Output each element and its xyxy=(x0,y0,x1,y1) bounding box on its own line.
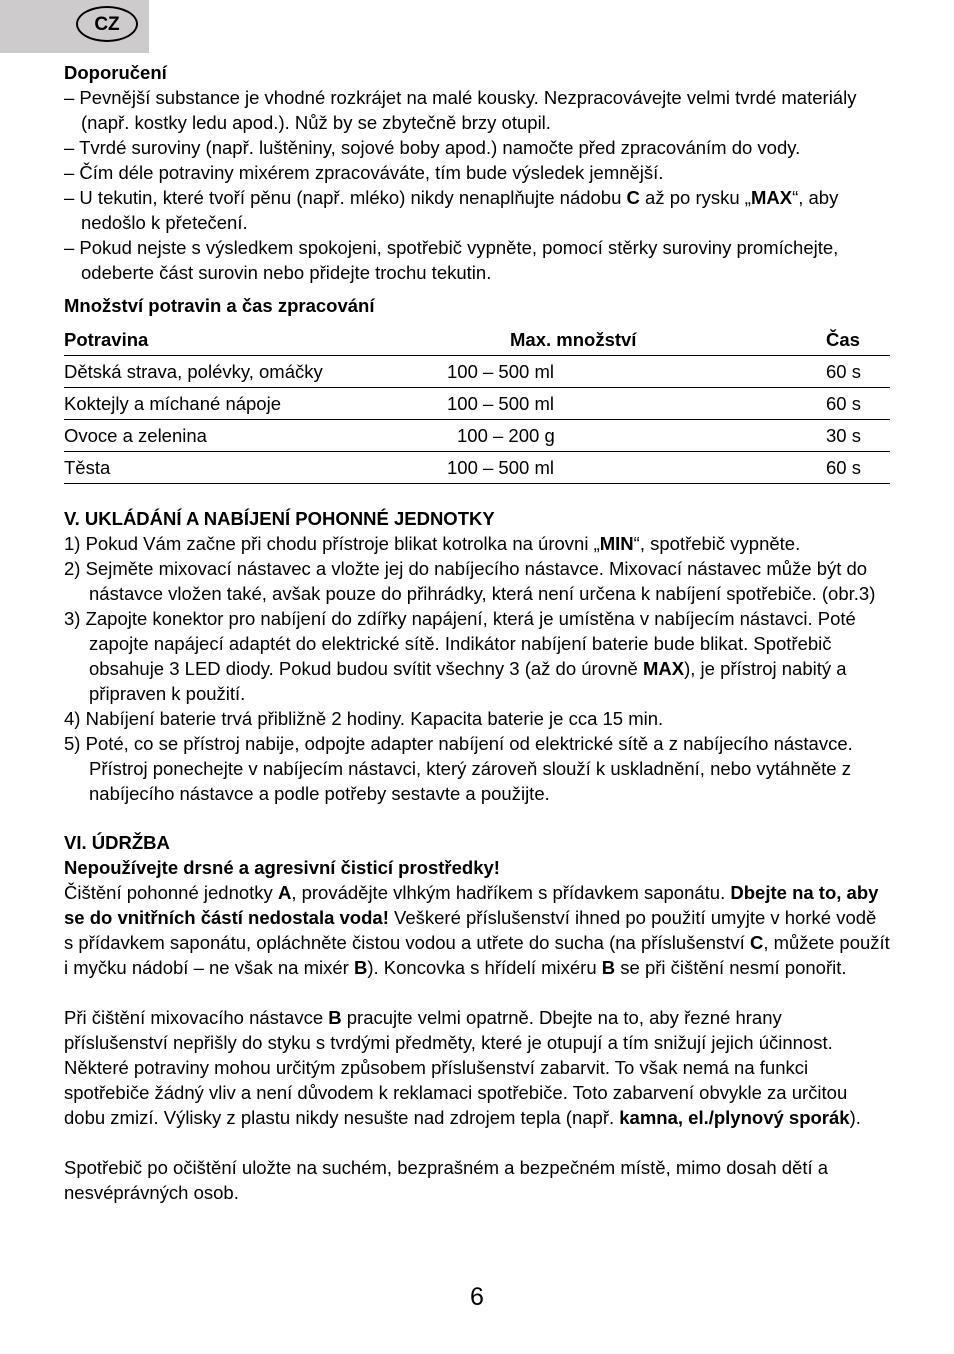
page-content xyxy=(64,60,890,1205)
food-table xyxy=(64,324,890,484)
bold-text: B xyxy=(353,957,368,978)
bold-text: B xyxy=(601,957,616,978)
charging-step: 3) Zapojte konektor pro nabíjení do zdířky napájení, která je umístěna v nabíjecím nástavci. Poté zapojte napájecí adaptét do elektrické sítě. Indikátor nabíjení baterie bude blikat. Spotřebič obsahuje 3 LED diody. Pokud budou svítit všechny 3 (až do úrovně MAX), je přístroj nabitý a připraven k použití. xyxy=(64,608,856,704)
cell-amount: 100 – 500 ml xyxy=(436,356,826,388)
recommendation-item: – Pevnější substance je vhodné rozkrájet na malé kousky. Nezpracovávejte velmi tvrdé materiály (např. kostky ledu apod.). Nůž by se zbytečně brzy otupil. xyxy=(64,87,857,133)
bold-text: C xyxy=(626,187,640,208)
table-row xyxy=(64,356,890,388)
language-tab xyxy=(0,0,149,53)
bold-text: A xyxy=(277,882,292,903)
table-row xyxy=(64,420,890,452)
maintenance-heading: VI. ÚDRŽBA xyxy=(64,832,170,853)
table-row xyxy=(64,388,890,420)
maintenance-paragraph: Spotřebič po očištění uložte na suchém, bezprašném a bezpečném místě, mimo dosah dětí a nesvéprávných osob. xyxy=(64,1157,829,1203)
cell-amount: 100 – 200 g xyxy=(436,420,826,452)
spacer xyxy=(64,806,890,830)
cell-time: 60 s xyxy=(826,388,890,420)
maintenance-paragraph: Při čištění mixovacího nástavce B pracujte velmi opatrně. Dbejte na to, aby řezné hrany příslušenství nepřišly do styku s tvrdými předměty, které je otupují a tím snižují jejich účinnost. Některé potraviny mohou určitým způsobem příslušenství zabarvit. To však nemá na funkci spotřebiče žádný vliv a není důvodem k reklamaci spotřebiče. Toto zabarvení obvykle za určitou dobu zmizí. Výlisky z plastu nikdy nesušte nad zdrojem tepla (např. kamna, el./plynový sporák). xyxy=(64,1007,861,1128)
bold-text: B xyxy=(328,1007,342,1028)
recommendation-item: – Čím déle potraviny mixérem zpracováváte, tím bude výsledek jemnější. xyxy=(64,162,664,183)
maintenance-paragraph: Čištění pohonné jednotky A, provádějte vlhkým hadříkem s přídavkem saponátu. Dbejte na to, aby se do vnitřních částí nedostala voda! Veškeré příslušenství ihned po použití umyjte v horké vodě s přídavkem saponátu, opláchněte čistou vodou a utřete do sucha (na příslušenství C, můžete použít i myčku nádobí – ne však na mixér B). Koncovka s hřídelí mixéru B se při čištění nesmí ponořit. xyxy=(64,882,890,978)
food-table-heading: Množství potravin a čas zpracování xyxy=(64,295,375,316)
recommendations-heading: Doporučení xyxy=(64,62,167,83)
language-badge: CZ xyxy=(76,6,138,42)
cell-food: Koktejly a míchané nápoje xyxy=(64,388,436,420)
maintenance-text xyxy=(64,880,890,1205)
cell-food: Ovoce a zelenina xyxy=(64,420,436,452)
cell-time: 30 s xyxy=(826,420,890,452)
cell-food: Těsta xyxy=(64,452,436,484)
recommendation-item: – Tvrdé suroviny (např. luštěniny, sojové boby apod.) namočte před zpracováním do vody. xyxy=(64,137,801,158)
spacer xyxy=(64,484,890,506)
spacer xyxy=(64,285,890,293)
header-time: Čas xyxy=(826,324,890,356)
cell-time: 60 s xyxy=(826,452,890,484)
charging-heading: V. UKLÁDÁNÍ A NABÍJENÍ POHONNÉ JEDNOTKY xyxy=(64,508,495,529)
charging-step: 4) Nabíjení baterie trvá přibližně 2 hodiny. Kapacita baterie je cca 15 min. xyxy=(64,708,664,729)
charging-step: 1) Pokud Vám začne při chodu přístroje blikat kotrolka na úrovni „MIN“, spotřebič vypněte. xyxy=(64,533,801,554)
recommendation-item: – U tekutin, které tvoří pěnu (např. mléko) nikdy nenaplňujte nádobu C až po rysku „MAX“, aby nedošlo k přetečení. xyxy=(64,187,839,233)
bold-text: kamna, el./plynový sporák xyxy=(619,1107,850,1128)
bold-text: MAX xyxy=(642,658,685,679)
page-number: 6 xyxy=(470,1283,484,1311)
table-row xyxy=(64,452,890,484)
charging-step: 2) Sejměte mixovací nástavec a vložte jej do nabíjecího nástavce. Mixovací nástavec může být do nástavce vložen také, avšak pouze do přihrádky, která není určena k nabíjení spotřebiče. (obr.3) xyxy=(64,558,876,604)
recommendation-item: – Pokud nejste s výsledkem spokojeni, spotřebič vypněte, pomocí stěrky suroviny promíchejte, odeberte část surovin nebo přidejte trochu tekutin. xyxy=(64,237,839,283)
header-max-amount: Max. množství xyxy=(436,324,826,356)
table-header-row xyxy=(64,324,890,356)
cell-amount: 100 – 500 ml xyxy=(436,452,826,484)
bold-text: Dbejte na to, aby se do vnitřních částí nedostala voda! xyxy=(64,882,879,928)
cell-food: Dětská strava, polévky, omáčky xyxy=(64,356,436,388)
charging-step: 5) Poté, co se přístroj nabije, odpojte adapter nabíjení od elektrické sítě a z nabíjecího nástavce. Přístroj ponechejte v nabíjecím nástavci, který zároveň slouží k uskladnění, nebo vytáhněte z nabíjecího nástavce a podle potřeby sestavte a použijte. xyxy=(64,733,853,804)
header-food: Potravina xyxy=(64,324,436,356)
cell-amount: 100 – 500 ml xyxy=(436,388,826,420)
maintenance-warning: Nepoužívejte drsné a agresivní čisticí prostředky! xyxy=(64,857,500,878)
bold-text: MIN xyxy=(599,533,634,554)
charging-steps xyxy=(64,531,890,806)
cell-time: 60 s xyxy=(826,356,890,388)
bold-text: C xyxy=(749,932,764,953)
recommendations-list xyxy=(64,85,890,285)
bold-text: MAX xyxy=(750,187,793,208)
